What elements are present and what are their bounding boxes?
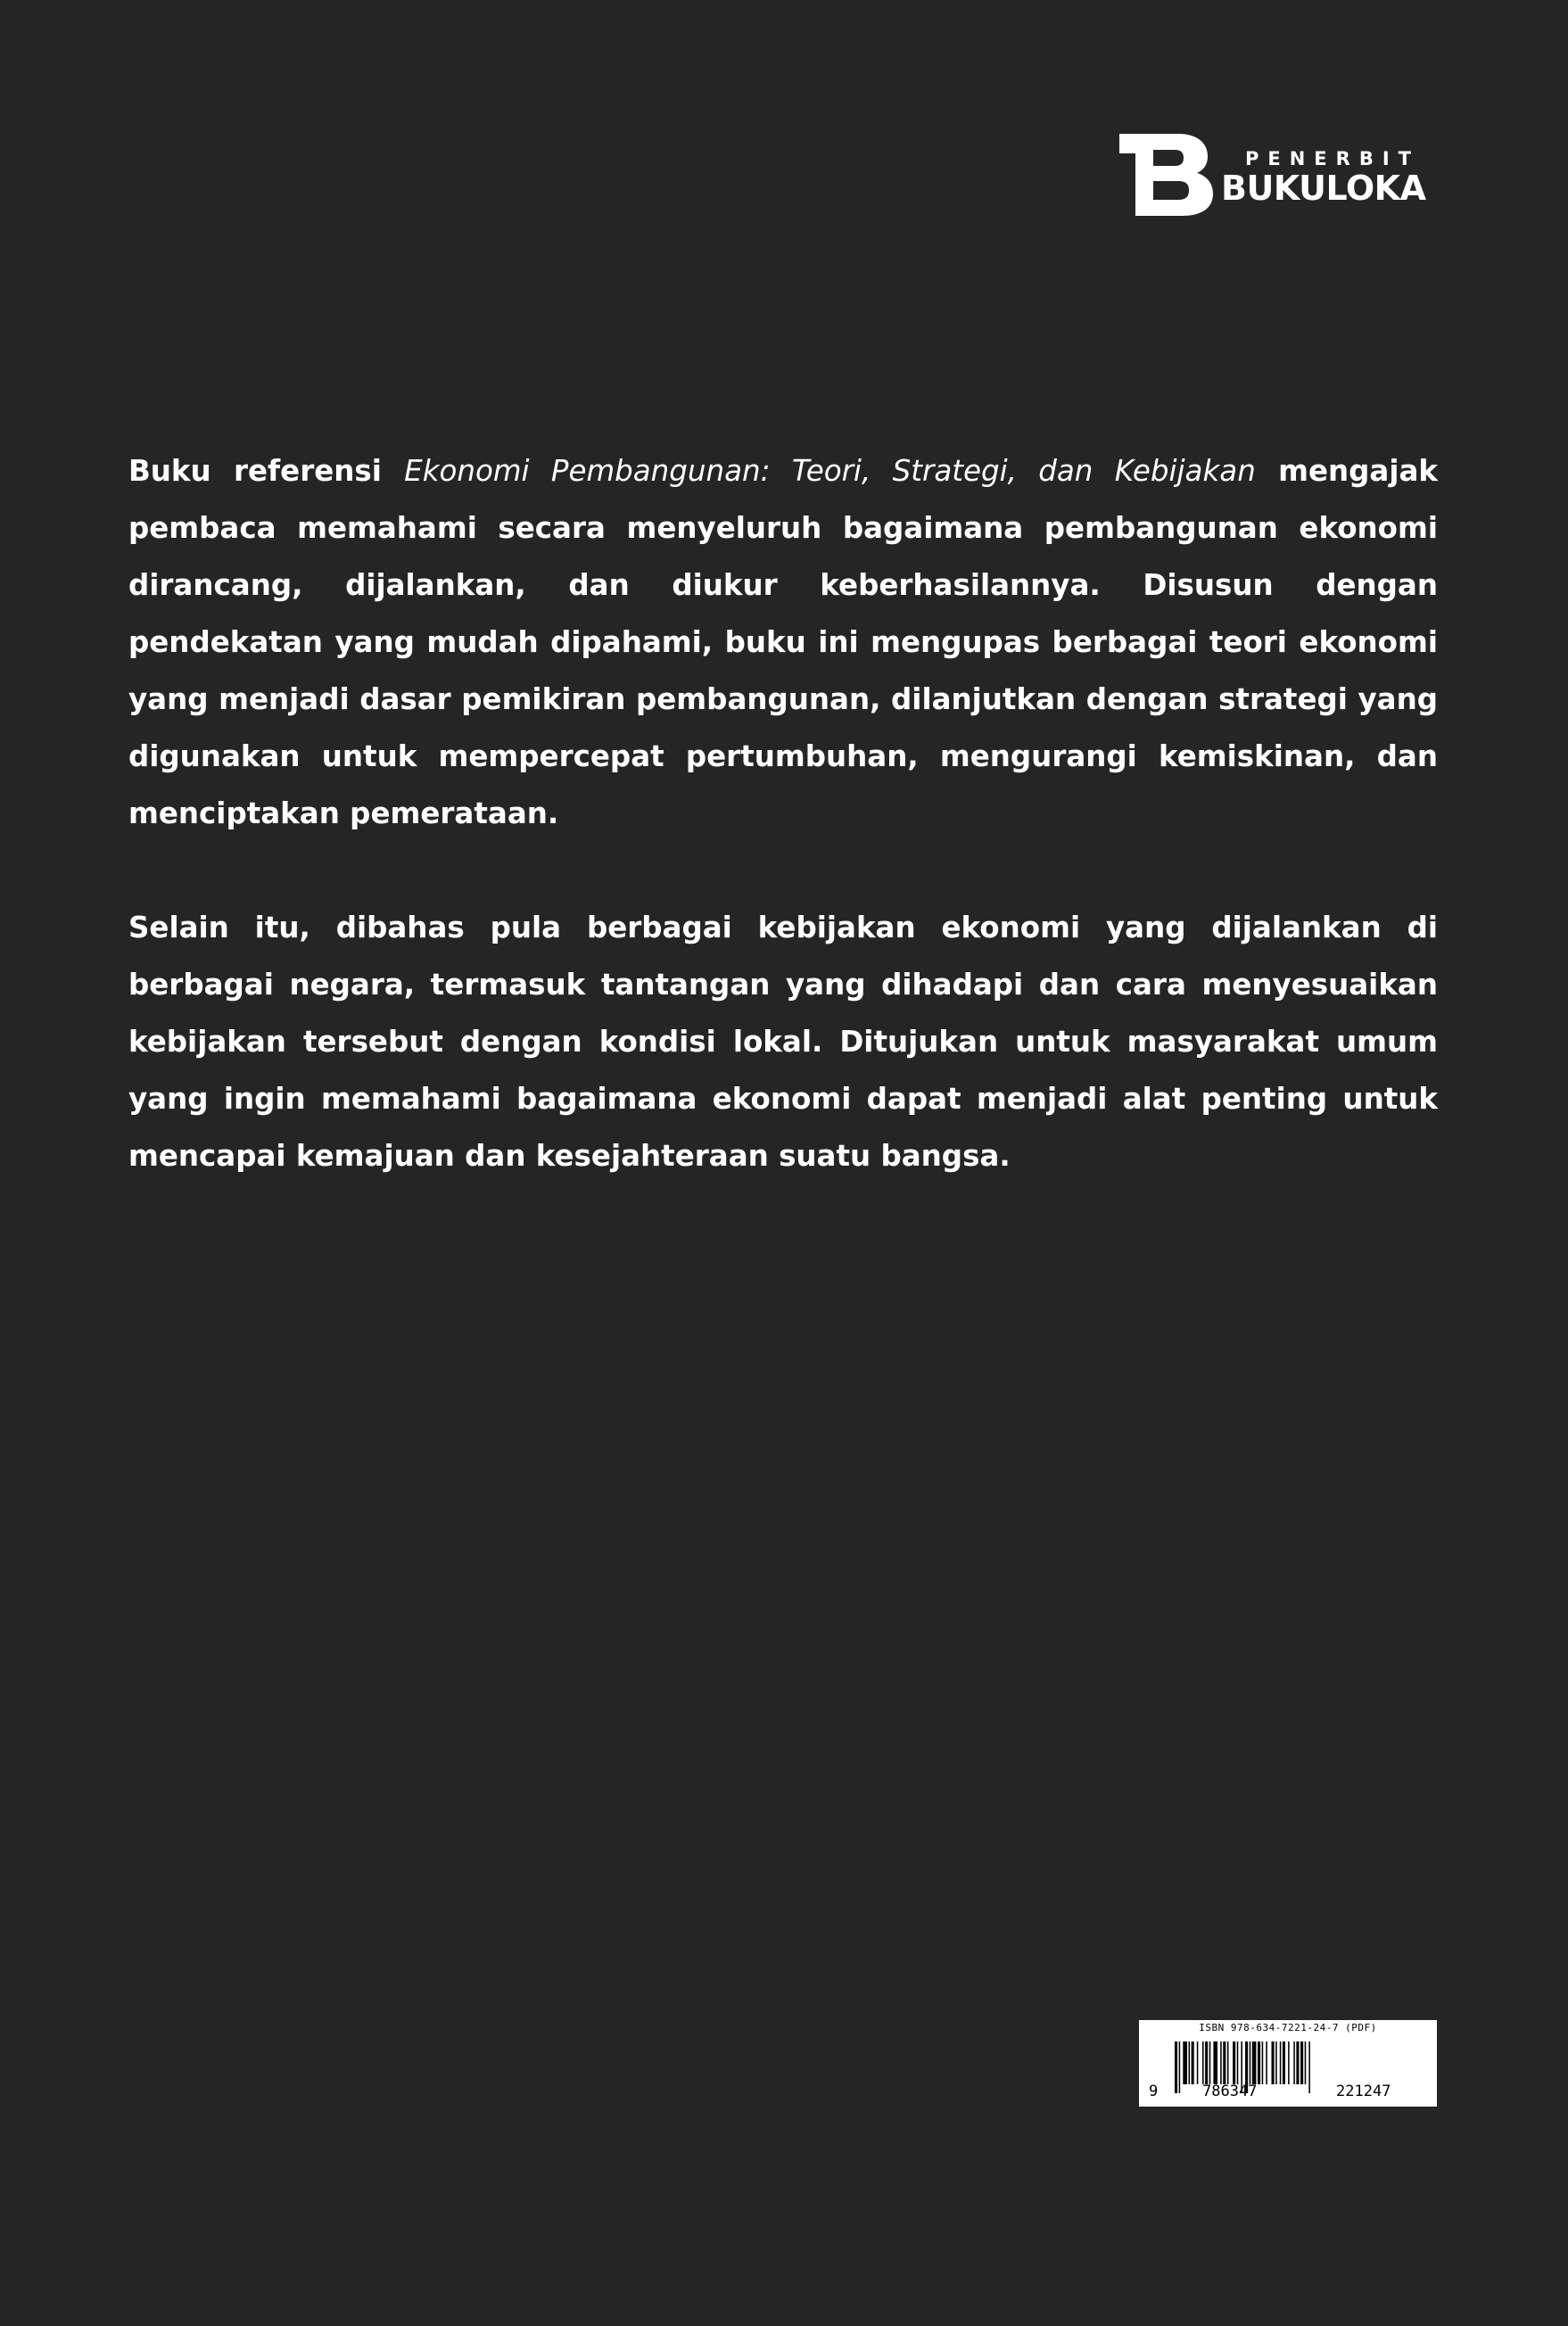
barcode-bar — [1266, 2041, 1267, 2084]
book-blurb — [128, 442, 1438, 1184]
barcode-bar — [1293, 2041, 1295, 2084]
barcode-bar — [1300, 2041, 1303, 2084]
barcode-bar — [1183, 2041, 1187, 2084]
barcode-digits-right: 221247 — [1336, 2083, 1391, 2100]
book-title: Ekonomi Pembangunan: Teori, Strategi, dan Kebijakan — [404, 454, 1256, 488]
barcode-bar — [1223, 2041, 1226, 2084]
barcode-digit-first: 9 — [1149, 2083, 1159, 2100]
blurb-intro: Buku referensi — [128, 454, 405, 488]
bukuloka-b-logo-icon — [1119, 134, 1214, 216]
barcode-bar — [1272, 2041, 1275, 2084]
barcode-bar — [1258, 2041, 1260, 2084]
barcode-bar — [1192, 2041, 1194, 2084]
publisher-logo — [1119, 134, 1440, 219]
barcode-bar — [1189, 2041, 1191, 2084]
barcode-digits-left: 786347 — [1202, 2083, 1258, 2100]
blurb-paragraph-1-rest: mengajak pembaca memahami secara menyeluruh bagaimana pembangunan ekonomi dirancang, dijalankan, dan diukur keberhasilannya. Disusun dengan pendekatan yang mudah dipahami, buku ini mengupas berbagai teori ekonomi yang menjadi dasar pemikiran pembangunan, dilanjutkan dengan strategi yang digunakan untuk mempercepat pertumbuhan, mengurangi kemiskinan, dan menciptakan pemerataan. — [128, 454, 1438, 830]
barcode-bar — [1209, 2041, 1211, 2084]
barcode-bar — [1202, 2041, 1204, 2084]
barcode-bar — [1250, 2041, 1251, 2084]
barcode-bar — [1175, 2041, 1177, 2093]
barcode-bar — [1197, 2041, 1199, 2084]
barcode-bar — [1280, 2041, 1282, 2084]
publisher-label: PENERBIT — [1245, 148, 1420, 169]
barcode-bar — [1220, 2041, 1222, 2084]
barcode-bar — [1275, 2041, 1277, 2084]
barcode-bar — [1237, 2041, 1239, 2084]
publisher-name: BUKULOKA — [1221, 169, 1426, 208]
barcode-bar — [1205, 2041, 1208, 2084]
barcode-bar — [1179, 2041, 1181, 2093]
isbn-number: ISBN 978-634-7221-24-7 (PDF) — [1199, 2022, 1377, 2033]
blurb-paragraph-1 — [128, 442, 1438, 842]
barcode-bar — [1213, 2041, 1217, 2084]
barcode-bar — [1305, 2041, 1307, 2084]
barcode-bar — [1262, 2041, 1264, 2084]
barcode-bar — [1233, 2041, 1235, 2084]
barcode-bar — [1227, 2041, 1229, 2084]
barcode-bar — [1296, 2041, 1299, 2084]
isbn-barcode — [1139, 2020, 1437, 2107]
barcode-bar — [1288, 2041, 1290, 2084]
barcode-bar — [1252, 2041, 1257, 2084]
barcode-bar — [1308, 2041, 1310, 2093]
barcode-bar — [1283, 2041, 1285, 2084]
blurb-paragraph-2: Selain itu, dibahas pula berbagai kebijakan ekonomi yang dijalankan di berbagai negara, termasuk tantangan yang dihadapi dan cara menyesuaikan kebijakan tersebut dengan kondisi lokal. Ditujukan untuk masyarakat umum yang ingin memahami bagaimana ekonomi dapat menjadi alat penting untuk mencapai kemajuan dan kesejahteraan suatu bangsa. — [128, 911, 1438, 1173]
